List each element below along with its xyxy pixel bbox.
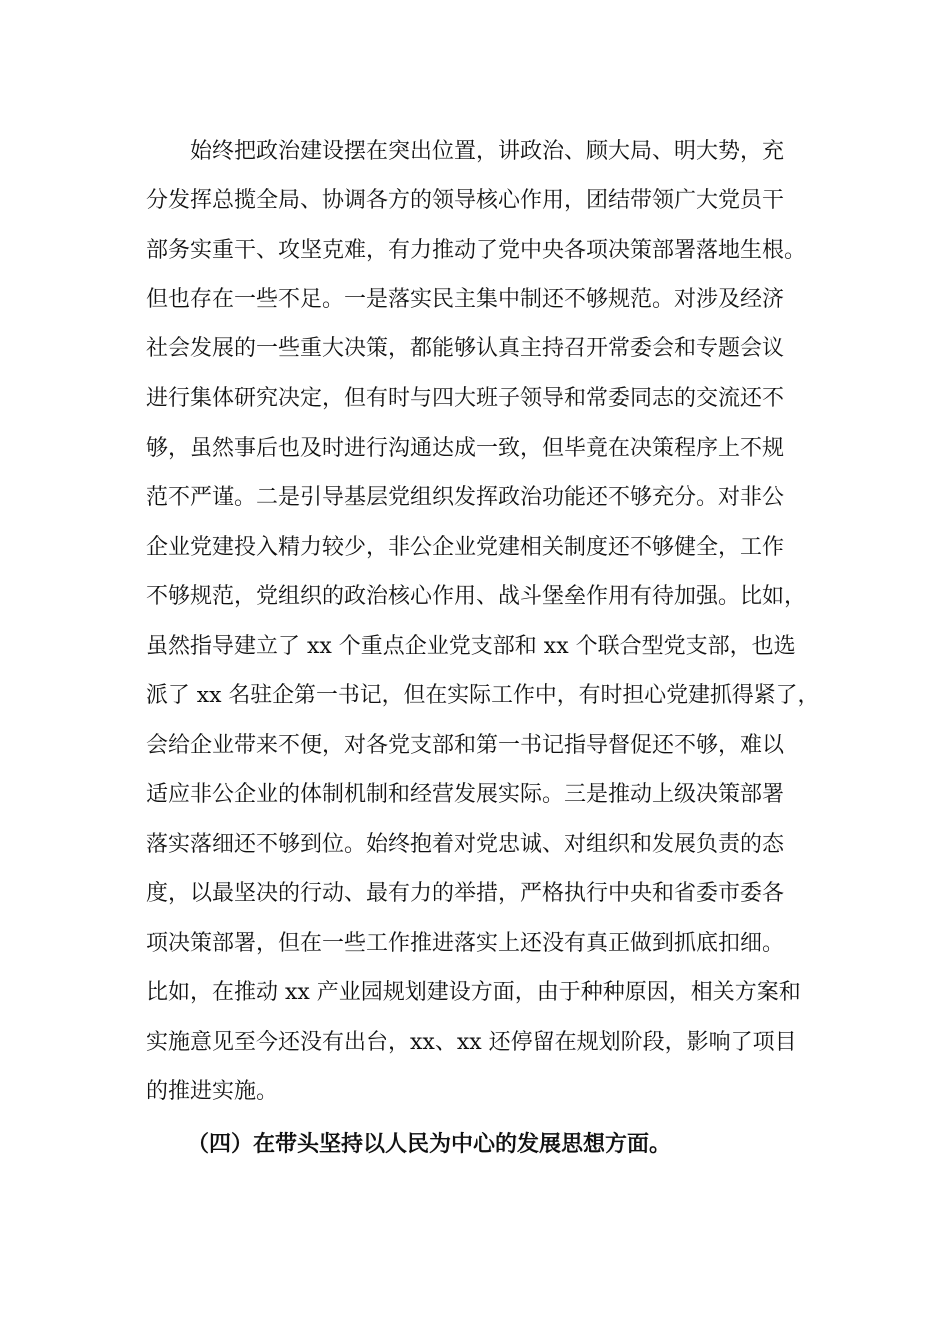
paragraph-line: 始终把政治建设摆在突出位置，讲政治、顾大局、明大势，充 xyxy=(190,139,785,164)
paragraph-line: 不够规范，党组织的政治核心作用、战斗堡垒作用有待加强。比如， xyxy=(146,584,807,609)
paragraph-line: 范不严谨。二是引导基层党组织发挥政治功能还不够充分。对非公 xyxy=(146,485,785,510)
paragraph-line: 但也存在一些不足。一是落实民主集中制还不够规范。对涉及经济 xyxy=(146,287,785,312)
paragraph-line: 进行集体研究决定，但有时与四大班子领导和常委同志的交流还不 xyxy=(146,386,785,411)
paragraph-line: 虽然指导建立了 xx 个重点企业党支部和 xx 个联合型党支部，也选 xyxy=(146,634,796,659)
paragraph-line: 项决策部署，但在一些工作推进落实上还没有真正做到抓底扣细。 xyxy=(146,931,785,956)
paragraph-line: 比如，在推动 xx 产业园规划建设方面，由于种种原因，相关方案和 xyxy=(146,980,801,1005)
paragraph-line: 部务实重干、攻坚克难，有力推动了党中央各项决策部署落地生根。 xyxy=(146,238,807,263)
paragraph-line: 的推进实施。 xyxy=(146,1079,279,1104)
paragraph-line: 社会发展的一些重大决策，都能够认真主持召开常委会和专题会议 xyxy=(146,336,785,361)
paragraph-line: 分发挥总揽全局、协调各方的领导核心作用，团结带领广大党员干 xyxy=(146,188,785,213)
paragraph-line: 企业党建投入精力较少，非公企业党建相关制度还不够健全，工作 xyxy=(146,535,785,560)
paragraph-line: 实施意见至今还没有出台，xx、xx 还停留在规划阶段，影响了项目 xyxy=(146,1030,797,1055)
paragraph-line: 落实落细还不够到位。始终抱着对党忠诚、对组织和发展负责的态 xyxy=(146,832,785,857)
paragraph-line: 够，虽然事后也及时进行沟通达成一致，但毕竟在决策程序上不规 xyxy=(146,436,785,461)
paragraph-line: 派了 xx 名驻企第一书记，但在实际工作中，有时担心党建抓得紧了， xyxy=(146,683,820,708)
section-heading: （四）在带头坚持以人民为中心的发展思想方面。 xyxy=(187,1132,672,1157)
paragraph-line: 适应非公企业的体制机制和经营发展实际。三是推动上级决策部署 xyxy=(146,782,785,807)
paragraph-line: 会给企业带来不便，对各党支部和第一书记指导督促还不够，难以 xyxy=(146,733,785,758)
paragraph-line: 度，以最坚决的行动、最有力的举措，严格执行中央和省委市委各 xyxy=(146,881,785,906)
